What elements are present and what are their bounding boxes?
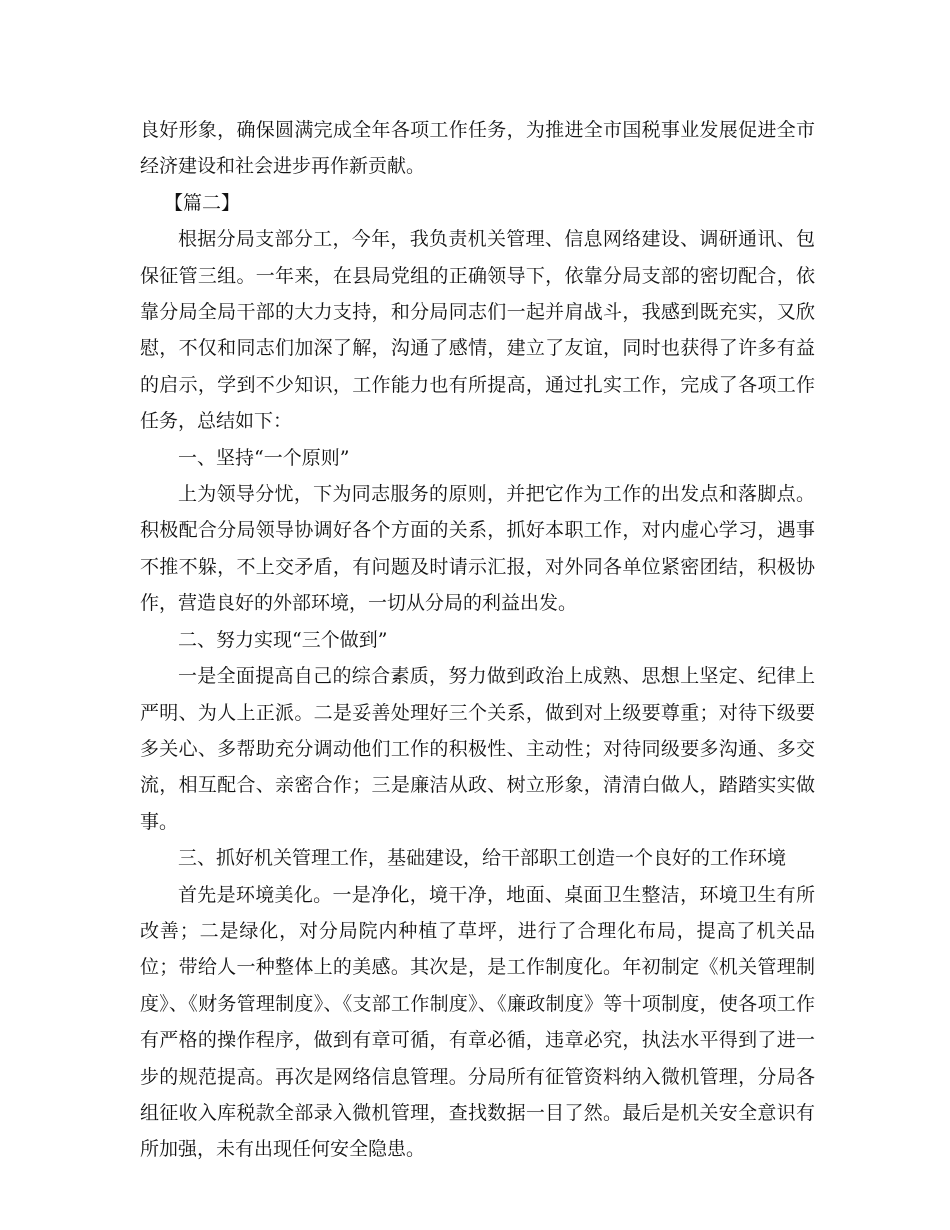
paragraph-intro: 根据分局支部分工，今年，我负责机关管理、信息网络建设、调研通讯、包保征管三组。一年来，在县局党组的正确领导下，依靠分局支部的密切配合，依靠分局全局干部的大力支持，和分局同志们一起并肩战斗，我感到既充实，又欣慰，不仅和同志们加深了解，沟通了感情，建立了友谊，同时也获得了许多有益的启示，学到不少知识，工作能力也有所提高，通过扎实工作，完成了各项工作任务，总结如下： — [140, 228, 815, 433]
paragraph-office-management: 首先是环境美化。一是净化，境干净，地面、桌面卫生整洁，环境卫生有所改善；二是绿化，对分局院内种植了草坪，进行了合理化布局，提高了机关品位；带给人一种整体上的美感。其次是，是工作制度化。年初制定《机关管理制度》、《财务管理制度》、《支部工作制度》、《廉政制度》等十项制度，使各项工作有严格的操作程序，做到有章可循，有章必循，违章必究，执法水平得到了进一步的规范提高。再次是网络信息管理。分局所有征管资料纳入微机管理，分局各组征收入库税款全部录入微机管理，查找数据一目了然。最后是机关安全意识有所加强，未有出现任何安全隐患。 — [140, 883, 815, 1161]
heading-office-management: 三、抓好机关管理工作，基础建设，给干部职工创造一个良好的工作环境 — [178, 847, 787, 870]
paragraph-principle: 上为领导分忧，下为同志服务的原则，并把它作为工作的出发点和落脚点。积极配合分局领导协调好各个方面的关系，抓好本职工作，对内虚心学习，遇事不推不躲，不上交矛盾，有问题及时请示汇报，对外同各单位紧密团结，积极协作，营造良好的外部环境，一切从分局的利益出发。 — [140, 483, 815, 615]
section-heading-part-two: 【篇二】 — [164, 191, 241, 214]
paragraph-achievements: 一是全面提高自己的综合素质，努力做到政治上成熟、思想上坚定、纪律上严明、为人上正派。二是妥善处理好三个关系，做到对上级要尊重；对待下级要多关心、多帮助充分调动他们工作的积极性、主动性；对待同级要多沟通、多交流，相互配合、亲密合作；三是廉洁从政、树立形象，清清白做人，踏踏实实做事。 — [140, 665, 815, 833]
document-body — [140, 112, 815, 1168]
paragraph-continuation: 良好形象，确保圆满完成全年各项工作任务，为推进全市国税事业发展促进全市经济建设和社会进步再作新贡献。 — [140, 119, 815, 178]
heading-one-principle: 一、坚持“一个原则” — [178, 446, 350, 469]
heading-three-achievements: 二、努力实现“三个做到” — [178, 628, 388, 651]
